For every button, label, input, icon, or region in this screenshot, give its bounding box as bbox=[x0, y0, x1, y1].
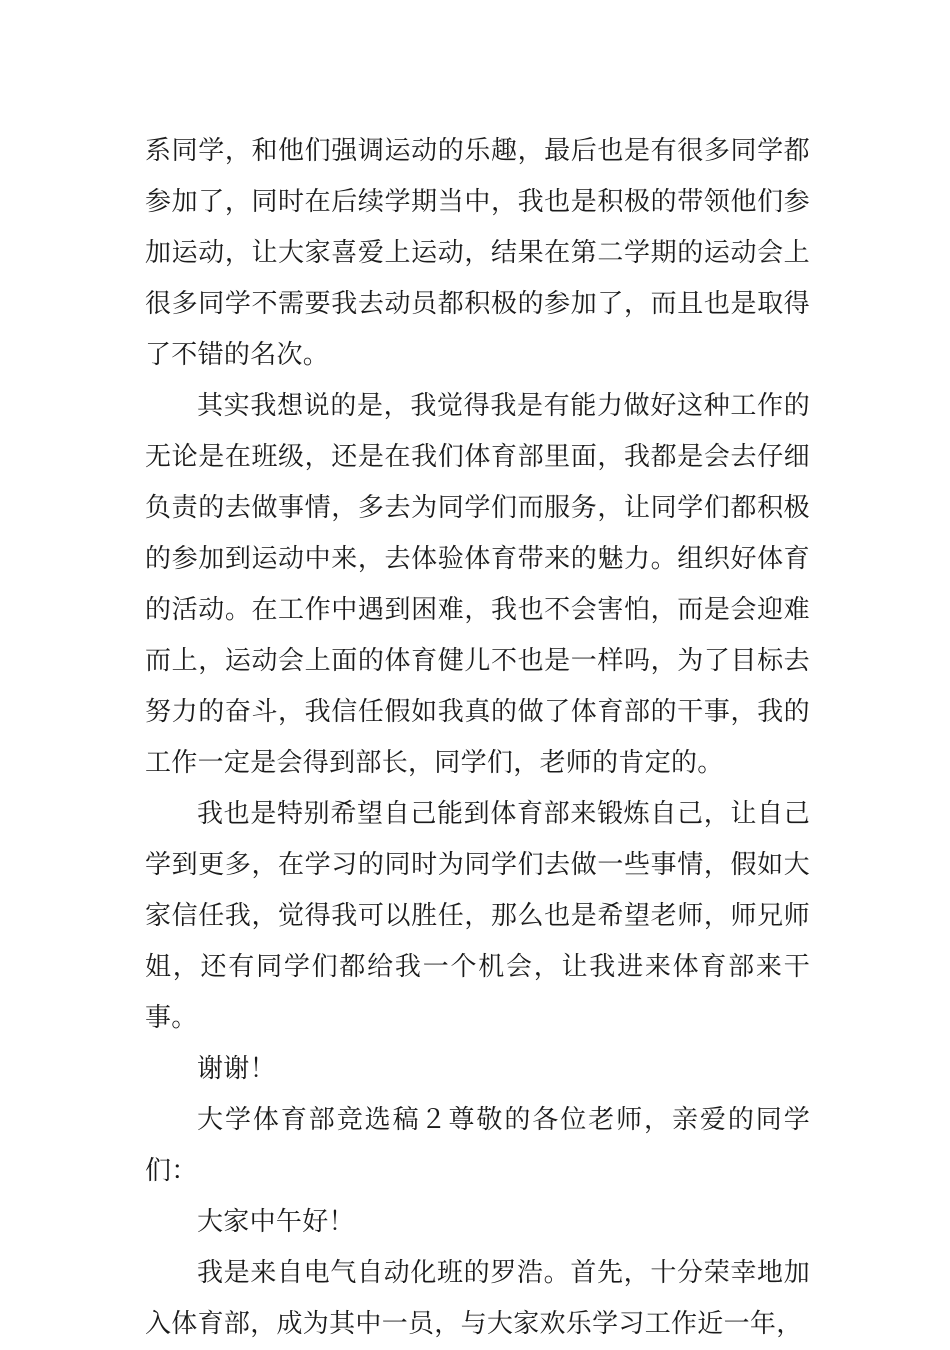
paragraph-hope: 我也是特别希望自己能到体育部来锻炼自己，让自己学到更多，在学习的同时为同学们去做一些事情，假如大家信任我，觉得我可以胜任，那么也是希望老师，师兄师姐，还有同学们都给我一个机会，让我进来体育部来干事。 bbox=[145, 799, 810, 1033]
paragraph-ability: 其实我想说的是，我觉得我是有能力做好这种工作的无论是在班级，还是在我们体育部里面，我都是会去仔细负责的去做事情，多去为同学们而服务，让同学们都积极的参加到运动中来，去体验体育带来的魅力。组织好体育的活动。在工作中遇到困难，我也不会害怕，而是会迎难而上，运动会上面的体育健儿不也是一样吗，为了目标去努力的奋斗，我信任假如我真的做了体育部的干事，我的工作一定是会得到部长，同学们，老师的肯定的。 bbox=[145, 391, 810, 778]
paragraph-introduction: 我是来自电气自动化班的罗浩。首先，十分荣幸地加入体育部，成为其中一员，与大家欢乐学习工作近一年， bbox=[145, 1258, 810, 1339]
paragraph-greeting: 大家中午好！ bbox=[197, 1207, 355, 1237]
paragraph-continuation: 系同学，和他们强调运动的乐趣，最后也是有很多同学都参加了，同时在后续学期当中，我也是积极的带领他们参加运动，让大家喜爱上运动，结果在第二学期的运动会上很多同学不需要我去动员都积极的参加了，而且也是取得了不错的名次。 bbox=[145, 136, 810, 370]
paragraph-thanks: 谢谢！ bbox=[197, 1054, 276, 1084]
document-body bbox=[145, 126, 810, 1350]
paragraph-speech-2-title: 大学体育部竞选稿２尊敬的各位老师，亲爱的同学们： bbox=[145, 1105, 810, 1186]
